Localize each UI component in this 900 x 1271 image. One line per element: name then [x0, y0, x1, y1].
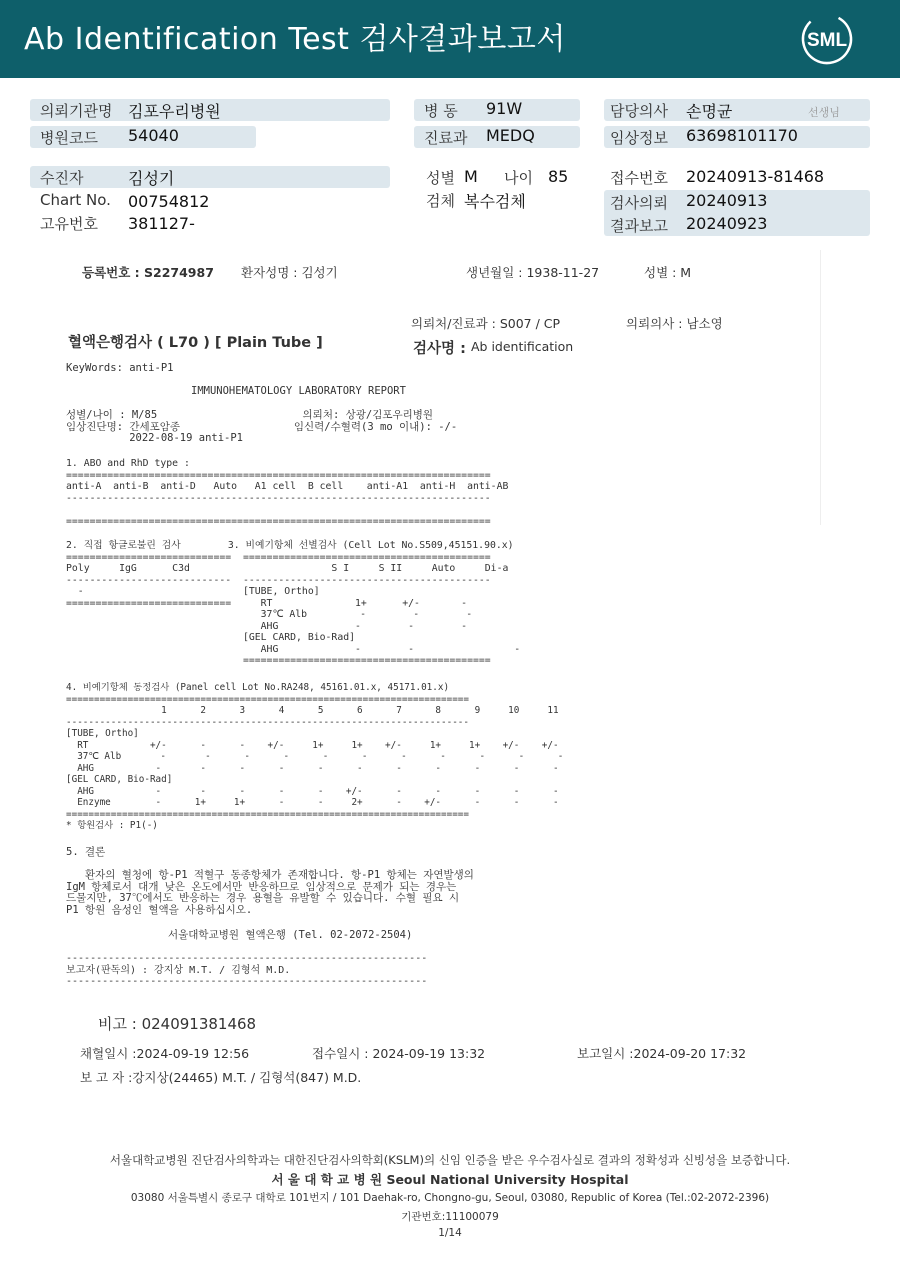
footer-address: 03080 서울특별시 종로구 대학로 101번지 / 101 Daehak-ro, Chongno-gu, Seoul, 03080, Republic of Korea (Tel.:02-2072-2396) [130, 1192, 770, 1204]
doctor-value: 손명균 [686, 102, 733, 121]
age-value: 85 [548, 167, 569, 186]
scan-keywords: KeyWords: anti-P1 [66, 362, 174, 374]
scan-panel-block: 4. 비예기항체 동정검사 (Panel cell Lot No.RA248, 45161.01.x, 45171.01.x) ======================================================================== 1 2 3 4 5 6 7 8 9 10 11 ------------------------------------------------------------------------ [TUBE, Ortho] RT +/- - - +/- 1+ 1+ +/- 1+ 1+ +/- +/- 37℃ Alb - - - - - - - - - - - AHG - - - - - - - - - - - [GEL CARD, Bio-Rad] AHG - - - - - +/- - - - - - Enzyme - 1+ 1+ - - 2+ - +/- - - - ======================================================================== * 항원검사 : P1(-) [66, 682, 564, 831]
scan-dat-screen-block: 2. 직접 항글로불린 검사 3. 비예기항체 선별검사 (Cell Lot No.S509,45151.90.x) ============================ ========================================== Poly IgG C3d S I S II Auto Di-a ---------------------------- ------------------------------------------ - [TUBE, Ortho] ============================ RT 1+ +/- - 37℃ Alb - - - AHG - - - [GEL CARD, Bio-Rad] AHG - - - ========================================== [66, 540, 521, 666]
clinical-info-value: 63698101170 [686, 126, 798, 145]
patient-value: 김성기 [128, 169, 175, 188]
scan-reporter-block: ------------------------------------------------------------ 보고자(판독의) : 강지상 M.T. / 김형석 M.D. ------------------------------------------------------------ [66, 953, 428, 987]
report-title: Ab Identification Test 검사결과보고서 [24, 22, 566, 57]
age-label: 나이 [504, 169, 533, 187]
patient-label: 수진자 [40, 169, 84, 187]
scan-referral: 의뢰처/진료과 : S007 / CP [411, 316, 561, 331]
clinical-info-label: 임상정보 [610, 129, 668, 147]
scan-ref-doctor: 의뢰의사 : 남소영 [626, 316, 723, 331]
hospital-code-value: 54040 [128, 126, 179, 145]
unique-value: 381127- [128, 214, 195, 233]
scan-test-name: Ab identification [471, 339, 574, 354]
request-org-value: 김포우리병원 [128, 102, 221, 121]
patient-bar [30, 166, 390, 188]
doctor-suffix: 선생님 [808, 106, 840, 119]
dept-value: MEDQ [486, 126, 535, 145]
scan-report-title: IMMUNOHEMATOLOGY LABORATORY REPORT [191, 385, 406, 397]
scan-abo-block: 1. ABO and RhD type : ======================================================================== anti-A anti-B anti-D Auto A1 cell B cell anti-A1 anti-H anti-AB ------------------------------------------------------------------------ ======================================================================== [66, 458, 509, 527]
specimen-label: 검체 [426, 192, 455, 210]
hospital-code-label: 병원코드 [40, 129, 98, 147]
unique-label: 고유번호 [40, 215, 98, 233]
report-header [0, 0, 900, 78]
reporter: 보 고 자 :강지상(24465) M.T. / 김형석(847) M.D. [80, 1070, 362, 1085]
chart-label: Chart No. [40, 191, 111, 209]
scan-test-title: 혈액은행검사 ( L70 ) [ Plain Tube ] [68, 335, 323, 351]
reported-time: 보고일시 :2024-09-20 17:32 [577, 1046, 747, 1061]
test-request-value: 20240913 [686, 191, 768, 210]
ward-label: 병 동 [424, 102, 458, 120]
scan-blood-bank: 서울대학교병원 혈액은행 (Tel. 02-2072-2504) [168, 929, 413, 941]
result-report-label: 결과보고 [610, 217, 668, 235]
ward-value: 91W [486, 99, 523, 118]
collected-time: 채혈일시 :2024-09-19 12:56 [80, 1046, 250, 1061]
page-number: 1/14 [438, 1227, 462, 1239]
doctor-label: 담당의사 [610, 102, 668, 120]
scan-dob: 생년월일 : 1938-11-27 [466, 265, 600, 280]
scan-sex: 성별 : M [644, 265, 692, 280]
sex-label: 성별 [426, 169, 455, 187]
footer-certification: 서울대학교병원 진단검사의학과는 대한진단검사의학회(KSLM)의 신임 인증을 받은 우수검사실로 결과의 정확성과 신빙성을 보증합니다. [109, 1153, 791, 1167]
scan-patient-name: 환자성명 : 김성기 [241, 265, 338, 280]
sex-value: M [464, 167, 478, 186]
footer-org-no: 기관번호:11100079 [401, 1211, 499, 1223]
receipt-no-value: 20240913-81468 [686, 167, 825, 186]
chart-value: 00754812 [128, 192, 210, 211]
receipt-no-label: 접수번호 [610, 169, 668, 187]
svg-text:SML: SML [806, 30, 848, 51]
note: 비고 : 024091381468 [98, 1015, 257, 1033]
specimen-value: 복수검체 [464, 192, 526, 211]
scan-report-block-1: 성별/나이 : M/85 의뢰처: 상광/김포우리병원 임상진단명: 간세포암종 임신력/수혈력(3 mo 이내): -/- 2022-08-19 anti-P1 [66, 409, 458, 444]
footer-hospital: 서 울 대 학 교 병 원 Seoul National University Hospital [271, 1172, 629, 1187]
dept-label: 진료과 [424, 129, 468, 147]
sml-logo [796, 10, 858, 68]
scan-conclusion-block: 5. 결론 환자의 혈청에 항-P1 적혈구 동종항체가 존재합니다. 항-P1 항체는 자연발생의 IgM 항체로서 대개 낮은 온도에서만 반응하므로 임상적으로 문제가 되는 경우는 드물지만, 37℃에서도 반응하는 경우 용혈을 유발할 수 있습니다. 수혈 필요 시 P1 항원 음성인 혈액을 사용하십시오. [66, 846, 474, 916]
scan-edge-line [820, 250, 821, 525]
scan-reg-no: 등록번호 : S2274987 [82, 265, 214, 280]
received-time: 접수일시 : 2024-09-19 13:32 [312, 1046, 486, 1061]
scan-test-name-label: 검사명 : [413, 341, 466, 357]
test-request-label: 검사의뢰 [610, 194, 668, 212]
request-org-label: 의뢰기관명 [40, 102, 113, 120]
result-report-value: 20240923 [686, 214, 768, 233]
